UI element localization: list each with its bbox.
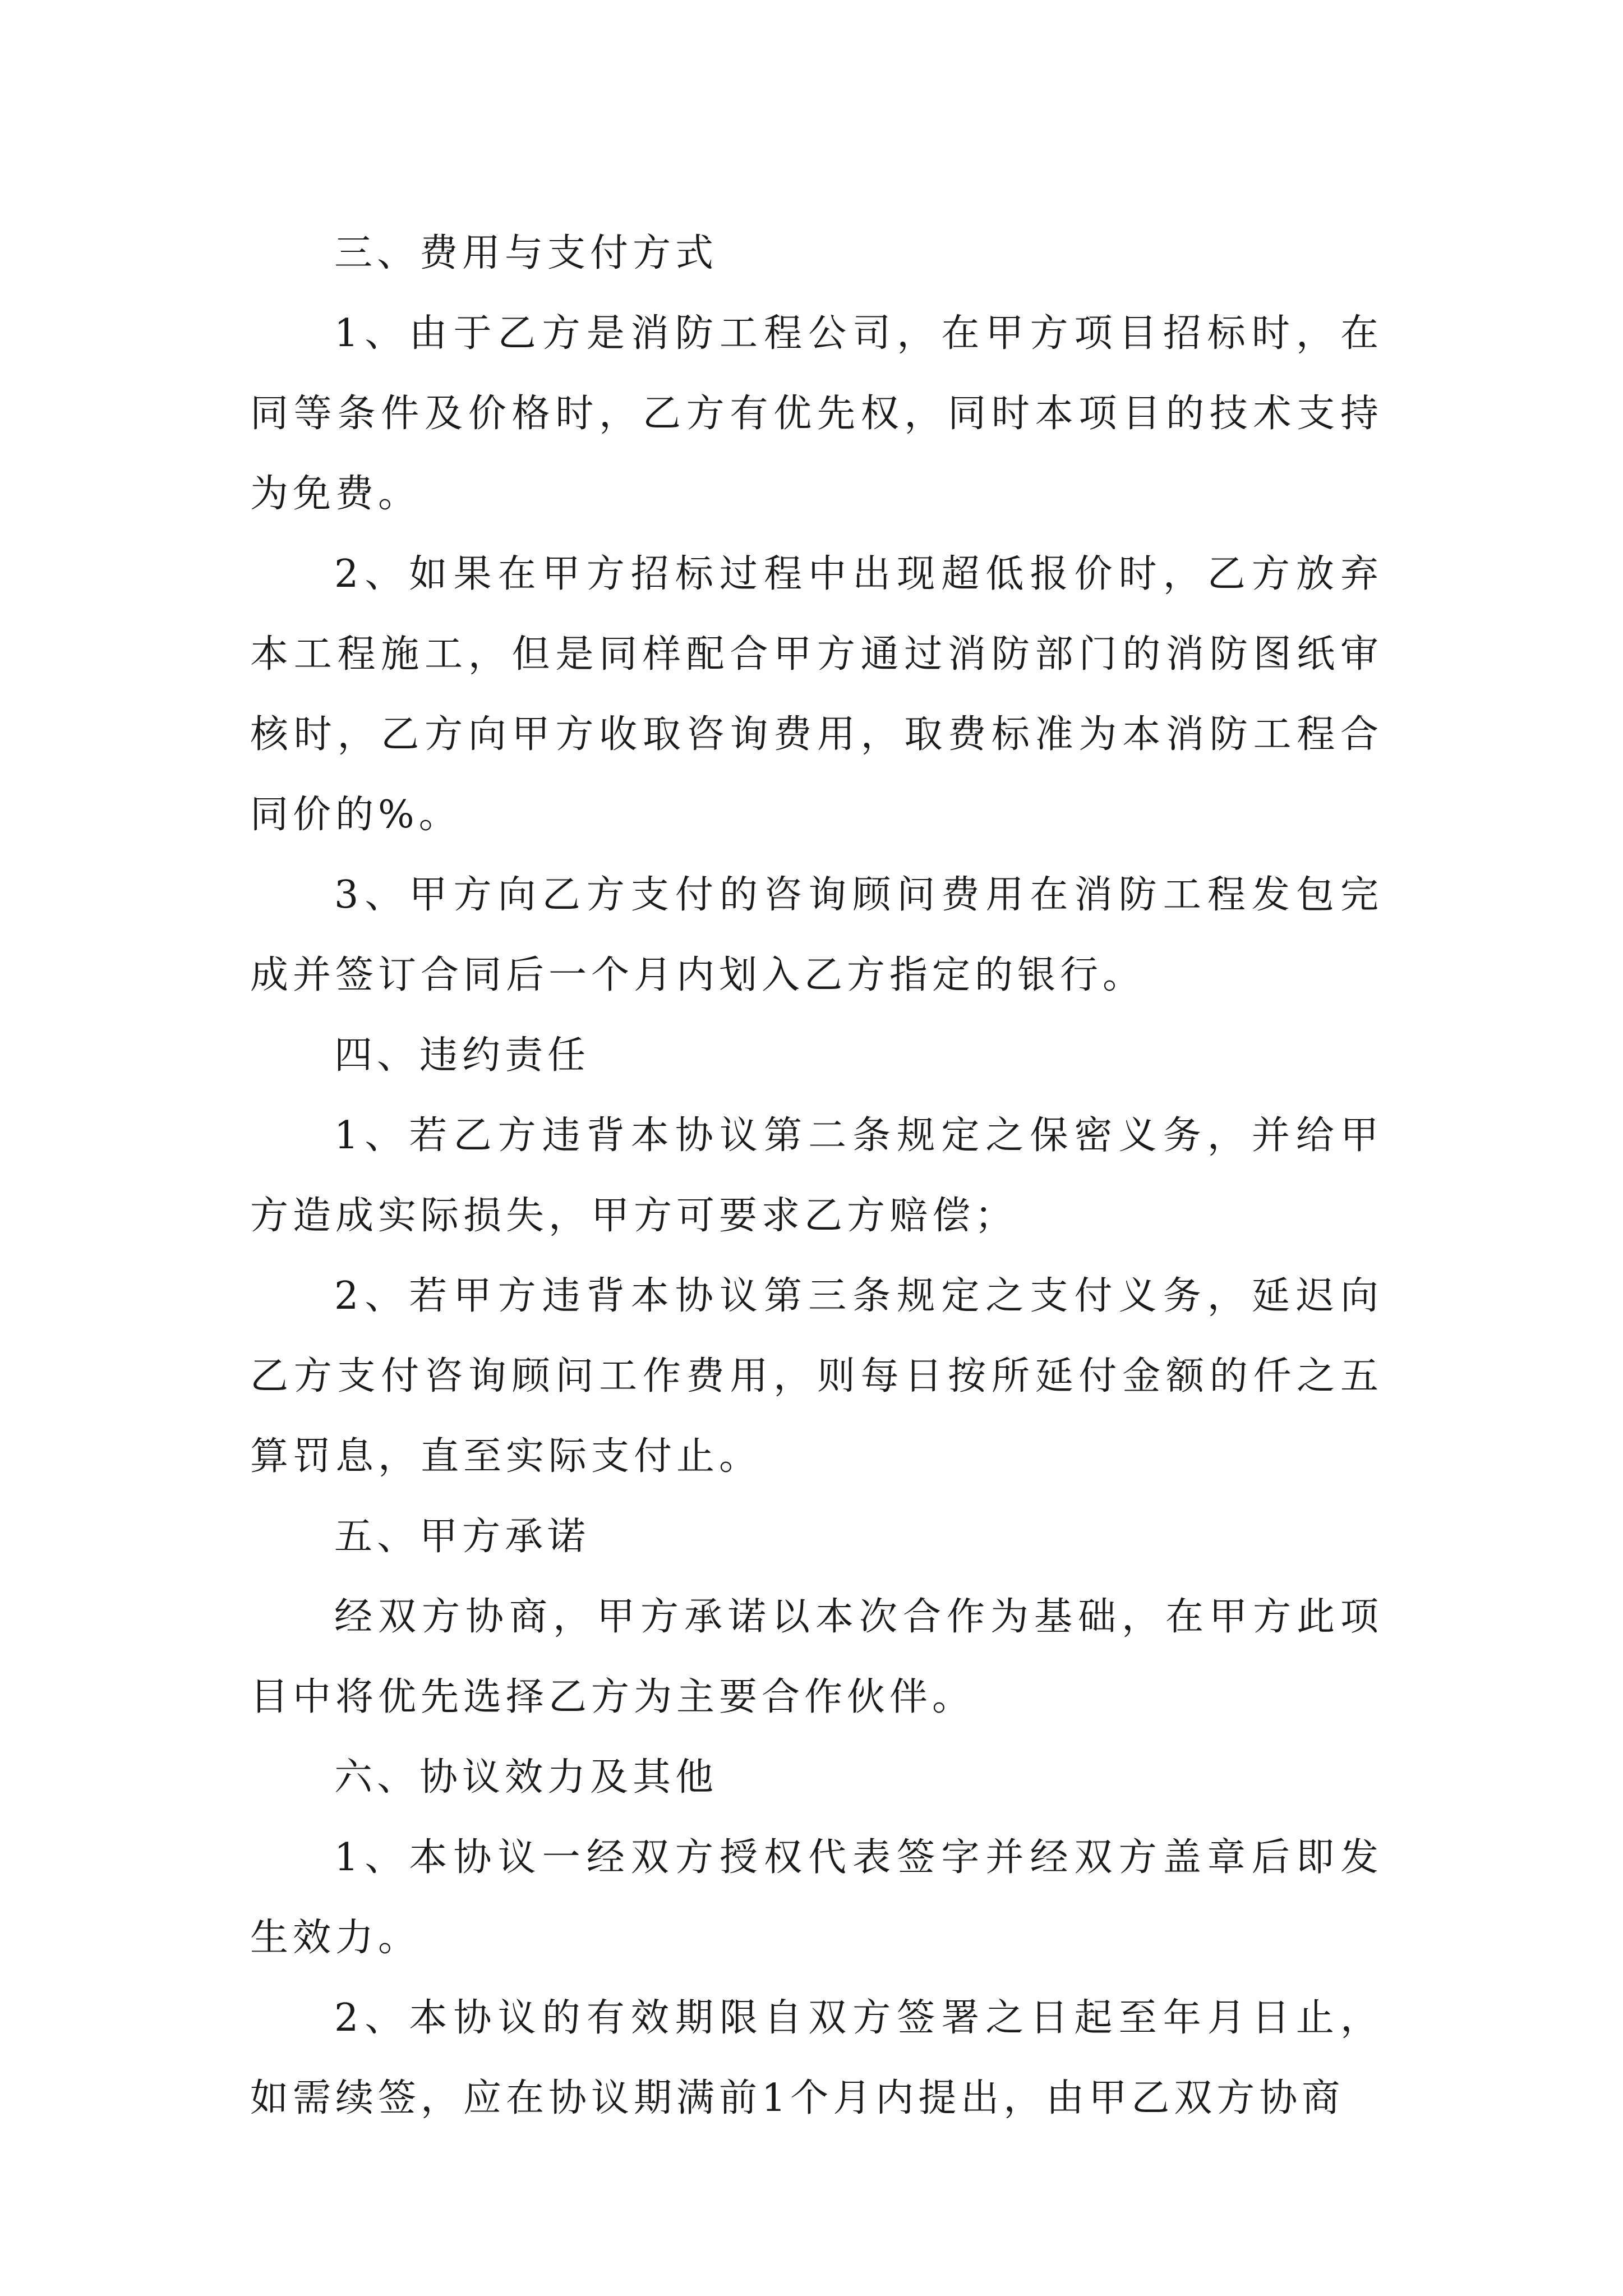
paragraph: 2、如果在甲方招标过程中出现超低报价时，乙方放弃本工程施工，但是同样配合甲方通过消防部门的消防图纸审核时，乙方向甲方收取咨询费用，取费标准为本消防工程合同价的%。 xyxy=(250,552,1383,837)
paragraph: 2、若甲方违背本协议第三条规定之支付义务，延迟向乙方支付咨询顾问工作费用，则每日按所延付金额的仟之五算罚息，直至实际支付止。 xyxy=(250,1274,1383,1479)
paragraph: 2、本协议的有效期限自双方签署之日起至年月日止，如需续签，应在协议期满前1个月内提出，由甲乙双方协商 xyxy=(250,1996,1383,2120)
paragraph: 1、若乙方违背本协议第二条规定之保密义务，并给甲方造成实际损失，甲方可要求乙方赔偿； xyxy=(250,1114,1383,1238)
paragraph: 1、本协议一经双方授权代表签字并经双方盖章后即发生效力。 xyxy=(250,1835,1383,1960)
paragraph: 经双方协商，甲方承诺以本次合作为基础，在甲方此项目中将优先选择乙方为主要合作伙伴。 xyxy=(250,1595,1383,1719)
document-body xyxy=(250,213,1383,2138)
section-heading: 五、甲方承诺 xyxy=(334,1515,591,1559)
paragraph: 3、甲方向乙方支付的咨询顾问费用在消防工程发包完成并签订合同后一个月内划入乙方指定的银行。 xyxy=(250,873,1383,997)
paragraph: 1、由于乙方是消防工程公司，在甲方项目招标时，在同等条件及价格时，乙方有优先权，同时本项目的技术支持为免费。 xyxy=(250,311,1383,516)
section-heading: 四、违约责任 xyxy=(334,1033,591,1078)
section-heading: 三、费用与支付方式 xyxy=(334,231,718,275)
section-heading: 六、协议效力及其他 xyxy=(334,1755,718,1800)
